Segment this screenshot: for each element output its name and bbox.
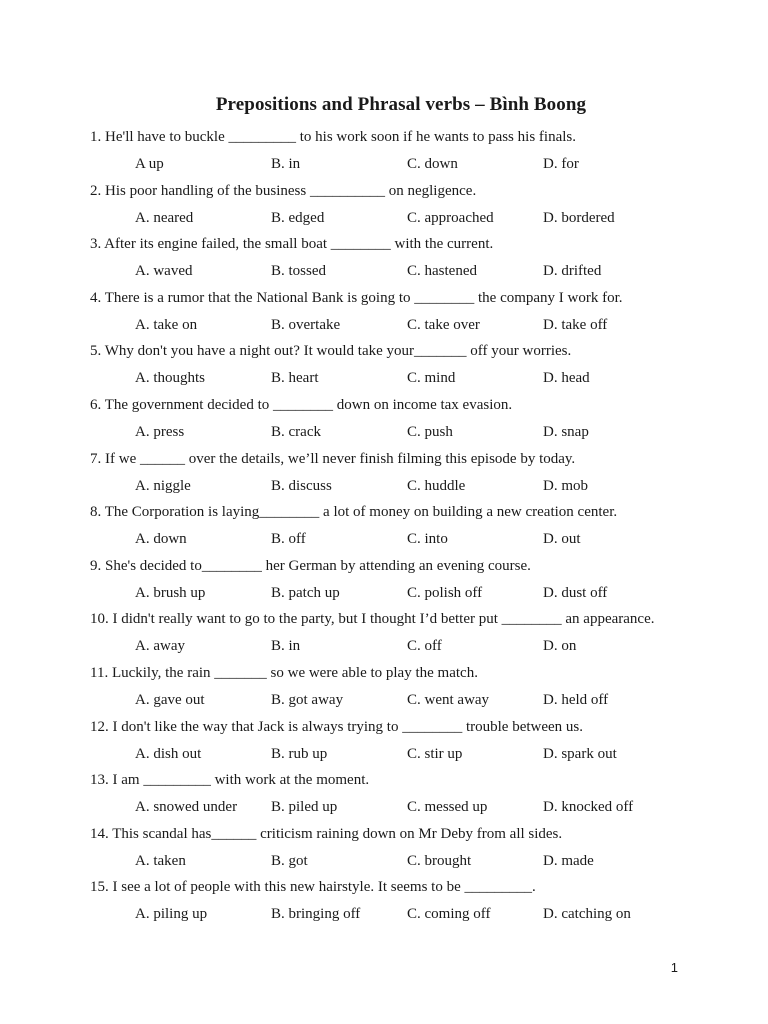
answer-options [90, 903, 750, 925]
answer-option-b: B. patch up [271, 584, 340, 601]
question-stem: 5. Why don't you have a night out? It would take your_______ off your worries. [90, 343, 572, 360]
answer-option-b: B. piled up [271, 799, 338, 816]
answer-option-c: C. down [407, 156, 458, 172]
answer-options [90, 528, 750, 550]
answer-option-a: A. snowed under [135, 799, 238, 816]
answer-options [90, 314, 750, 336]
answer-option-b: B. in [271, 156, 301, 172]
answer-option-c: C. stir up [407, 745, 463, 762]
answer-option-d: D. take off [543, 316, 608, 333]
answer-option-c: C. messed up [407, 799, 488, 816]
answer-option-a: A. away [135, 638, 185, 655]
answer-option-d: D. mob [543, 477, 588, 494]
question-1 [90, 126, 750, 180]
question-4 [90, 287, 750, 341]
answer-option-b: B. heart [271, 370, 319, 387]
question-14 [90, 823, 750, 877]
answer-option-a: A. piling up [135, 906, 208, 923]
question-stem: 13. I am _________ with work at the moment. [90, 772, 370, 789]
question-9 [90, 555, 750, 609]
question-2 [90, 180, 750, 234]
answer-option-c: C. into [407, 531, 448, 548]
answer-option-a: A. waved [135, 263, 193, 280]
answer-option-d: D. snap [543, 423, 589, 440]
question-stem: 8. The Corporation is laying________ a lot of money on building a new creation center. [90, 504, 618, 521]
answer-options [90, 796, 750, 818]
answer-option-c: C. approached [407, 209, 494, 226]
question-stem: 14. This scandal has______ criticism raining down on Mr Deby from all sides. [90, 825, 563, 842]
question-stem: 6. The government decided to ________ down on income tax evasion. [90, 396, 513, 413]
answer-option-a: A. press [135, 423, 185, 440]
answer-option-c: C. polish off [407, 584, 483, 601]
answer-option-d: D. drifted [543, 263, 602, 280]
question-11 [90, 662, 750, 716]
question-stem: 11. Luckily, the rain _______ so we were able to play the match. [90, 664, 478, 681]
answer-option-d: D. dust off [543, 584, 608, 601]
question-10 [90, 608, 750, 662]
answer-option-d: D. bordered [543, 209, 615, 226]
answer-option-c: C. hastened [407, 263, 477, 280]
answer-options [90, 582, 750, 604]
answer-option-c: C. coming off [407, 906, 491, 923]
answer-options [90, 153, 750, 175]
answer-option-a: A. gave out [135, 691, 205, 708]
question-stem: 10. I didn't really want to go to the party, but I thought I’d better put ________ an appearance. [90, 611, 655, 628]
question-3 [90, 233, 750, 287]
answer-option-b: B. bringing off [271, 906, 361, 923]
question-7 [90, 448, 750, 502]
answer-options [90, 367, 750, 389]
answer-option-b: B. tossed [271, 263, 327, 280]
answer-option-d: D. out [543, 531, 581, 548]
question-stem: 3. After its engine failed, the small boat ________ with the current. [90, 236, 494, 253]
answer-option-c: C. went away [407, 691, 490, 708]
question-stem: 7. If we ______ over the details, we’ll never finish filming this episode by today. [90, 450, 576, 467]
answer-option-b: B. rub up [271, 745, 328, 762]
answer-options [90, 421, 750, 443]
answer-options [90, 207, 750, 229]
answer-option-d: D. for [543, 156, 579, 172]
document-title: Prepositions and Phrasal verbs – Bình Boong [215, 94, 587, 115]
question-stem: 1. He'll have to buckle _________ to his work soon if he wants to pass his finals. [90, 129, 576, 145]
question-5 [90, 340, 750, 394]
answer-option-a: A. brush up [135, 584, 206, 601]
answer-option-d: D. catching on [543, 906, 631, 923]
answer-option-a: A. taken [135, 852, 186, 869]
answer-option-d: D. on [543, 638, 577, 655]
answer-option-c: C. off [407, 638, 442, 655]
question-list [90, 126, 750, 930]
answer-option-b: B. got away [271, 691, 344, 708]
answer-option-b: B. got [271, 852, 308, 869]
answer-option-a: A. thoughts [135, 370, 206, 387]
question-stem: 12. I don't like the way that Jack is always trying to ________ trouble between us. [90, 718, 584, 735]
answer-option-d: D. knocked off [543, 799, 634, 816]
answer-option-d: D. held off [543, 691, 609, 708]
question-8 [90, 501, 750, 555]
answer-options [90, 635, 750, 657]
answer-option-a: A. down [135, 531, 187, 548]
answer-option-d: D. made [543, 852, 594, 869]
answer-option-c: C. mind [407, 370, 456, 387]
question-13 [90, 769, 750, 823]
answer-option-d: D. head [543, 370, 590, 387]
answer-option-a: A. dish out [135, 745, 202, 762]
answer-option-b: B. discuss [271, 477, 332, 494]
answer-options [90, 850, 750, 872]
question-stem: 15. I see a lot of people with this new hairstyle. It seems to be _________. [90, 879, 536, 896]
answer-option-c: C. take over [407, 316, 480, 333]
answer-option-c: C. huddle [407, 477, 466, 494]
answer-options [90, 475, 750, 497]
answer-options [90, 743, 750, 765]
question-6 [90, 394, 750, 448]
answer-option-c: C. brought [407, 852, 472, 869]
question-stem: 2. His poor handling of the business __________ on negligence. [90, 182, 477, 199]
answer-options [90, 689, 750, 711]
answer-option-b: B. crack [271, 423, 321, 440]
answer-option-b: B. overtake [271, 316, 341, 333]
question-stem: 9. She's decided to________ her German by attending an evening course. [90, 557, 531, 574]
question-15 [90, 876, 750, 930]
answer-option-b: B. in [271, 638, 301, 655]
answer-option-a: A. take on [135, 316, 198, 333]
answer-option-b: B. edged [271, 209, 325, 226]
answer-option-d: D. spark out [543, 745, 617, 762]
page-number: 1 [670, 960, 678, 975]
answer-option-b: B. off [271, 531, 306, 548]
answer-option-c: C. push [407, 423, 453, 440]
answer-option-a: A. niggle [135, 477, 191, 494]
answer-option-a: A up [135, 156, 164, 172]
answer-option-a: A. neared [135, 209, 194, 226]
question-stem: 4. There is a rumor that the National Bank is going to ________ the company I work for. [90, 289, 623, 306]
question-12 [90, 716, 750, 770]
answer-options [90, 260, 750, 282]
